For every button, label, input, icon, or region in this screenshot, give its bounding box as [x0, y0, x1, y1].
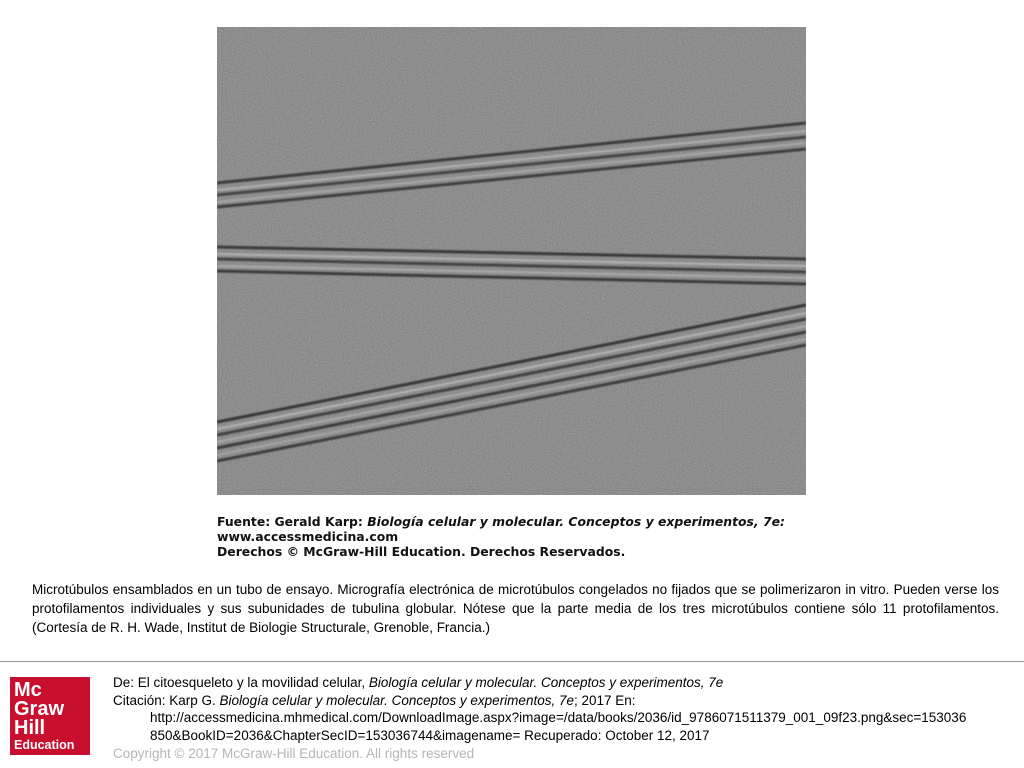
footer-citation-suffix: ; 2017 En: [573, 692, 636, 708]
footer-url-line-1[interactable]: http://accessmedicina.mhmedical.com/DownloadImage.aspx?image=/data/books/2036/id_9786071511379_001_09f23.png&sec=153036 [150, 710, 967, 725]
footer-citation [113, 674, 1013, 744]
electron-micrograph-image [217, 27, 806, 495]
figure-source-text [217, 514, 806, 559]
micrograph-svg [217, 27, 806, 495]
figure-caption: Microtúbulos ensamblados en un tubo de ensayo. Micrografía electrónica de microtúbulos congelados no fijados que se polimerizaron in vitro. Pueden verse los protofilamentos individuales y sus subunidades de tubulina globular. Nótese que la parte media de los tres microtúbulos contiene sólo 11 protofilamentos. (Cortesía de R. H. Wade, Institut de Biologie Structurale, Grenoble, Francia.) [32, 582, 999, 635]
footer-divider [0, 661, 1024, 662]
footer-citation-book: Biología celular y molecular. Conceptos y experimentos, 7e [219, 692, 574, 708]
figure-source-label: Fuente: Gerald Karp: [217, 514, 368, 529]
footer-citation-line [113, 692, 1013, 710]
footer-from-line [113, 674, 1013, 692]
footer-citation-prefix: Citación: Karp G. [113, 692, 220, 708]
logo-line-education: Education [14, 738, 75, 752]
logo-line-graw: Graw [14, 698, 65, 720]
figure [217, 27, 806, 560]
mcgraw-hill-education-logo [10, 677, 90, 755]
figure-source-title: Biología celular y molecular. Conceptos y experimentos, 7e: [367, 514, 785, 529]
footer-from-book: Biología celular y molecular. Conceptos y experimentos, 7e [368, 675, 724, 690]
footer-from-prefix: De: El citoesqueleto y la movilidad celular, [113, 675, 369, 690]
footer-url-line-2: 850&BookID=2036&ChapterSecID=153036744&imagename= Recuperado: October 12, 2017 [150, 727, 710, 743]
figure-rights: Derechos © McGraw-Hill Education. Derechos Reservados. [217, 544, 626, 559]
logo-line-hill: Hill [14, 717, 46, 739]
copyright-notice: Copyright © 2017 McGraw-Hill Education. All rights reserved [113, 746, 475, 761]
logo-line-mc: Mc [14, 679, 42, 701]
figure-source-line [217, 514, 806, 529]
figure-website: www.accessmedicina.com [217, 529, 399, 544]
